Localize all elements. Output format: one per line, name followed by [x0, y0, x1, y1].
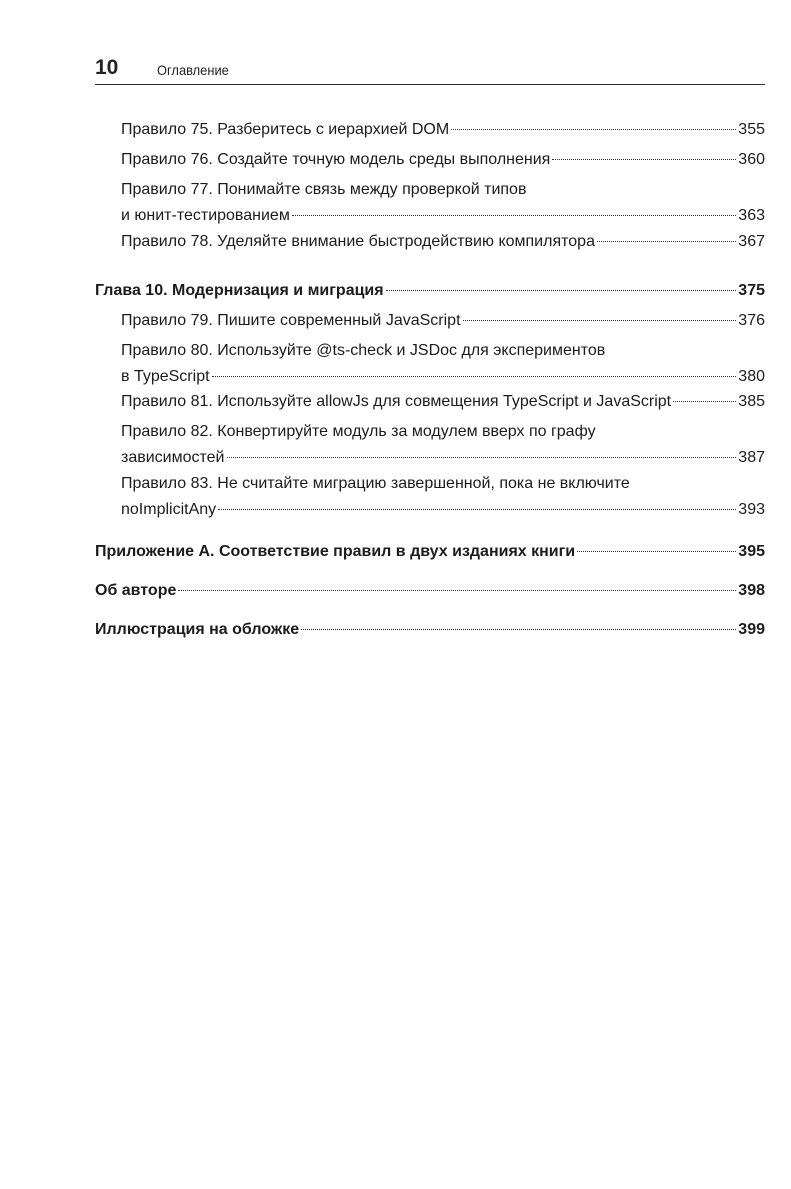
dot-leader	[227, 457, 737, 458]
toc-chapter-entry	[95, 617, 765, 643]
toc-entry	[121, 471, 765, 523]
dot-leader	[597, 241, 736, 242]
toc-entry	[121, 229, 765, 255]
toc-entry-page: 367	[738, 233, 765, 250]
dot-leader	[673, 401, 736, 402]
toc-chapter-entry	[95, 539, 765, 565]
toc-chapter-page: 399	[738, 621, 765, 638]
toc-chapter-page: 398	[738, 582, 765, 599]
dot-leader	[292, 215, 736, 216]
page-number: 10	[95, 56, 119, 79]
dot-leader	[552, 159, 736, 160]
toc-entry-title-line1: Правило 82. Конвертируйте модуль за модулем вверх по графу	[121, 423, 596, 440]
toc-entry	[121, 338, 765, 390]
toc-entry-page: 380	[738, 368, 765, 385]
toc-entry-title-line1: Правило 77. Понимайте связь между проверкой типов	[121, 181, 527, 198]
dot-leader	[218, 509, 736, 510]
running-head: Оглавление	[157, 62, 229, 78]
toc-entry-title: Правило 81. Используйте allowJs для совмещения TypeScript и JavaScript	[121, 393, 672, 410]
toc-entry-title: и юнит-тестированием	[121, 207, 290, 224]
dot-leader	[212, 376, 737, 377]
toc-entry-page: 376	[738, 312, 765, 329]
toc-entry-title: Правило 78. Уделяйте внимание быстродействию компилятора	[121, 233, 595, 250]
toc-entry-title: Правило 75. Разберитесь с иерархией DOM	[121, 121, 450, 138]
toc-entry-title: noImplicitAny	[121, 501, 217, 518]
toc-chapter-title: Глава 10. Модернизация и миграция	[95, 282, 384, 299]
dot-leader	[301, 629, 736, 630]
dot-leader	[577, 551, 736, 552]
toc-entry-title-line1: Правило 83. Не считайте миграцию завершенной, пока не включите	[121, 475, 630, 492]
toc-chapter-entry	[95, 578, 765, 604]
toc-entry-page: 363	[738, 207, 765, 224]
toc-entry	[121, 177, 765, 229]
toc-entry	[121, 117, 765, 143]
dot-leader	[386, 290, 737, 291]
toc-chapter-entry	[95, 278, 765, 304]
toc-entry	[121, 389, 765, 415]
toc-chapter-title: Иллюстрация на обложке	[95, 621, 300, 638]
toc-entry-title: Правило 76. Создайте точную модель среды выполнения	[121, 151, 551, 168]
toc-chapter-page: 375	[738, 282, 765, 299]
toc-entry-title: Правило 79. Пишите современный JavaScript	[121, 312, 461, 329]
dot-leader	[463, 320, 737, 321]
toc-entry-title-line1: Правило 80. Используйте @ts-check и JSDoc для экспериментов	[121, 342, 606, 359]
toc-entry	[121, 308, 765, 334]
toc-chapter-page: 395	[738, 543, 765, 560]
toc-entry-page: 385	[738, 393, 765, 410]
toc-entry-page: 355	[738, 121, 765, 138]
toc-chapter-title: Приложение А. Соответствие правил в двух изданиях книги	[95, 543, 576, 560]
toc-entry-title: в TypeScript	[121, 368, 210, 385]
toc-entry-page: 387	[738, 449, 765, 466]
toc-entry	[121, 419, 765, 471]
dot-leader	[451, 129, 736, 130]
toc-entry-title: зависимостей	[121, 449, 225, 466]
toc-entry	[121, 147, 765, 173]
toc-entry-page: 360	[738, 151, 765, 168]
toc-entry-page: 393	[738, 501, 765, 518]
page-header	[95, 52, 765, 85]
toc-chapter-title: Об авторе	[95, 582, 177, 599]
dot-leader	[178, 590, 736, 591]
